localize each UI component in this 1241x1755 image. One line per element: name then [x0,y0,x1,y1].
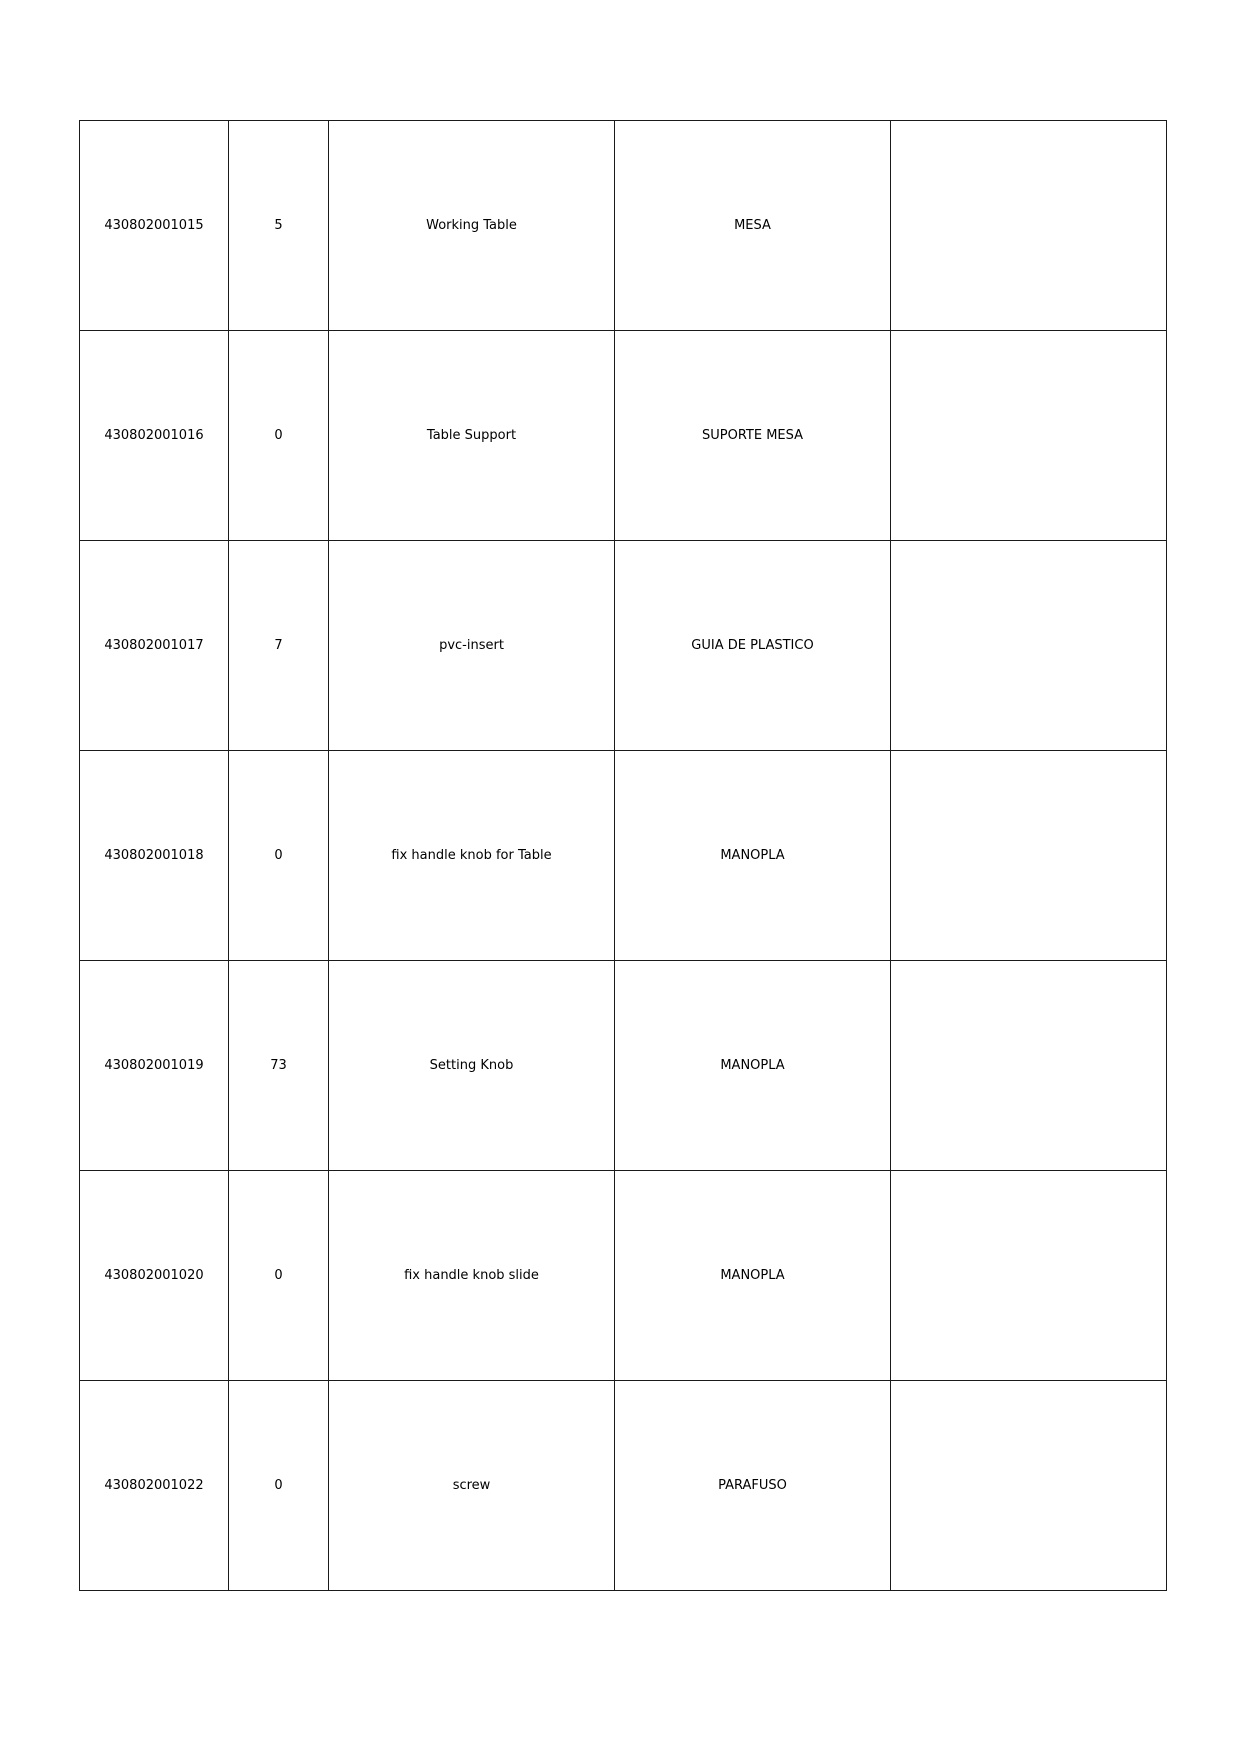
notes-cell [891,1381,1167,1591]
quantity-cell: 5 [229,121,329,331]
description-pt-cell: MANOPLA [615,1171,891,1381]
description-en-cell: screw [329,1381,615,1591]
quantity-cell: 0 [229,751,329,961]
description-en-cell: Table Support [329,331,615,541]
table-row [80,331,1167,541]
description-pt-cell: PARAFUSO [615,1381,891,1591]
table-row [80,121,1167,331]
description-en-cell: fix handle knob slide [329,1171,615,1381]
notes-cell [891,961,1167,1171]
table-row [80,1171,1167,1381]
table-row [80,541,1167,751]
quantity-cell: 0 [229,331,329,541]
description-pt-cell: MANOPLA [615,751,891,961]
parts-table [79,120,1167,1591]
description-pt-cell: MESA [615,121,891,331]
notes-cell [891,751,1167,961]
part-code-cell: 430802001020 [80,1171,229,1381]
quantity-cell: 0 [229,1381,329,1591]
description-en-cell: fix handle knob for Table [329,751,615,961]
part-code-cell: 430802001016 [80,331,229,541]
part-code-cell: 430802001017 [80,541,229,751]
part-code-cell: 430802001015 [80,121,229,331]
quantity-cell: 0 [229,1171,329,1381]
notes-cell [891,331,1167,541]
notes-cell [891,121,1167,331]
quantity-cell: 7 [229,541,329,751]
description-en-cell: Setting Knob [329,961,615,1171]
quantity-cell: 73 [229,961,329,1171]
part-code-cell: 430802001018 [80,751,229,961]
notes-cell [891,1171,1167,1381]
part-code-cell: 430802001022 [80,1381,229,1591]
description-pt-cell: MANOPLA [615,961,891,1171]
table-row [80,961,1167,1171]
table-row [80,751,1167,961]
description-pt-cell: SUPORTE MESA [615,331,891,541]
notes-cell [891,541,1167,751]
part-code-cell: 430802001019 [80,961,229,1171]
description-en-cell: pvc-insert [329,541,615,751]
description-en-cell: Working Table [329,121,615,331]
description-pt-cell: GUIA DE PLASTICO [615,541,891,751]
table-row [80,1381,1167,1591]
